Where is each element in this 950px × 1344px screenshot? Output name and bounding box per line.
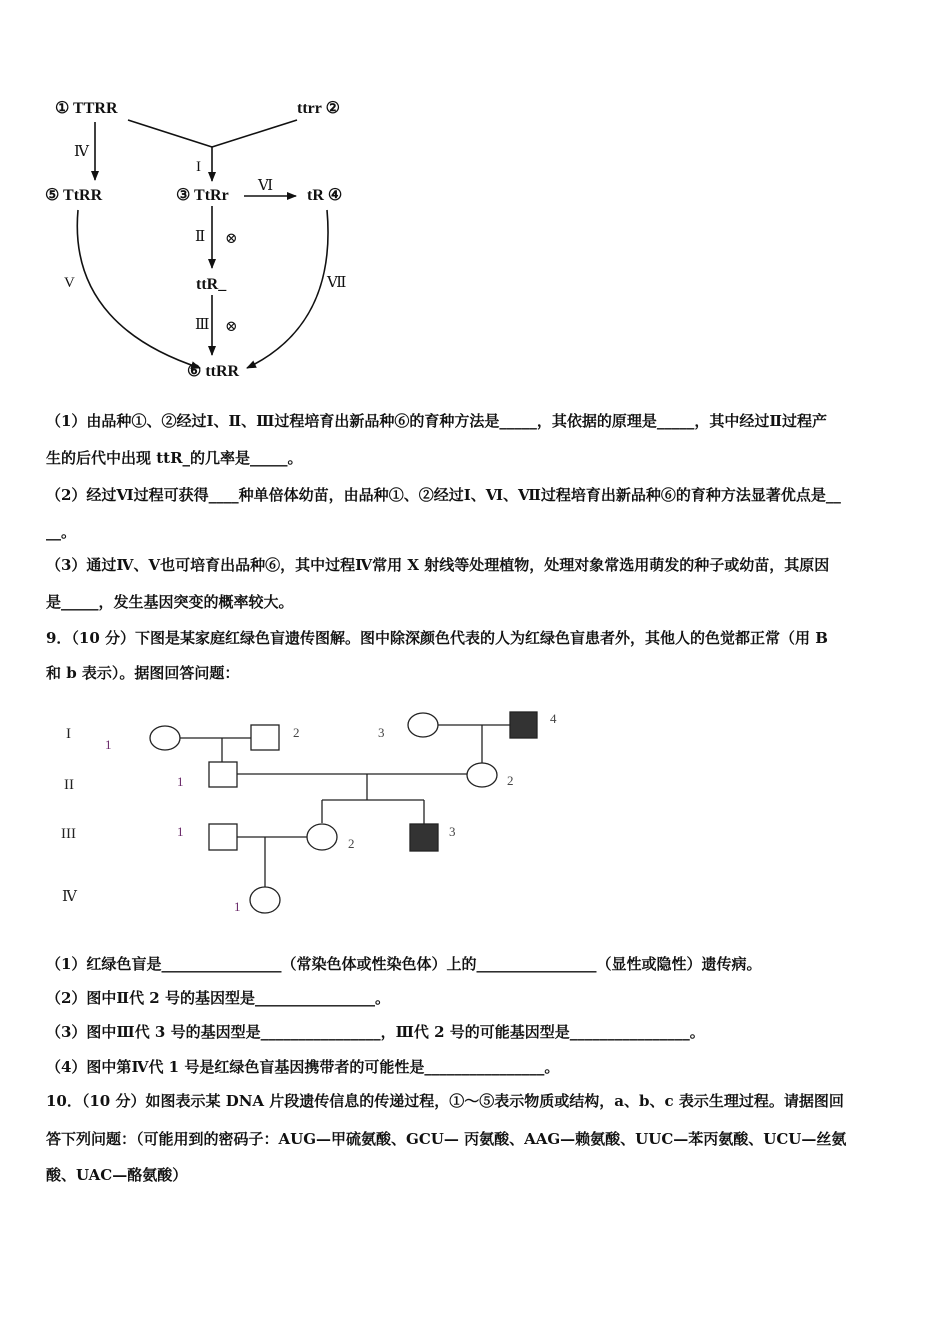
i3-number: 3 — [378, 725, 385, 740]
q8-part1-line1: （1）由品种①、②经过Ⅰ、Ⅱ、Ⅲ过程培育出新品种⑥的育种方法是_____，其依据的原理是_____，其中经过Ⅱ过程产 — [46, 412, 828, 430]
process-vii-label: Ⅶ — [327, 275, 347, 291]
node-4-tr: tR ④ — [307, 187, 343, 204]
line-1-to-cross — [128, 120, 212, 147]
q8-part3-line2: 是_____，发生基因突变的概率较大。 — [46, 593, 294, 611]
process-i-label: I — [196, 159, 201, 175]
q10-stem-line3: 酸、UAC—酪氨酸） — [46, 1166, 188, 1184]
q9-part1: （1）红绿色盲是________________（常染色体或性染色体）上的________________（显性或隐性）遗传病。 — [46, 955, 762, 973]
q9-stem-line1: 9．（10 分）下图是某家庭红绿色盲遗传图解。图中除深颜色代表的人为红绿色盲患者外，其他人的色觉都正常（用 B — [46, 629, 828, 647]
process-v-label: V — [64, 275, 75, 291]
pedigree-ii1-male — [209, 762, 237, 787]
generation-ii-label: II — [64, 777, 74, 793]
arrow-vii — [247, 210, 328, 368]
iii3-number: 3 — [449, 824, 456, 839]
q8-part1-line2: 生的后代中出现 ttR_的几率是_____。 — [46, 449, 303, 467]
q9-part4: （4）图中第Ⅳ代 1 号是红绿色盲基因携带者的可能性是________________。 — [46, 1058, 560, 1076]
pedigree-i4-male-affected — [510, 712, 537, 738]
selfing-icon: ⊗ — [225, 231, 238, 247]
node-3-ttrr: ③ TtRr — [176, 187, 229, 204]
iii1-number: 1 — [177, 824, 184, 839]
selfing-icon: ⊗ — [225, 319, 238, 335]
pedigree-i2-male — [251, 725, 279, 750]
q10-stem-line2: 答下列问题：（可能用到的密码子：AUG—甲硫氨酸、GCU— 丙氨酸、AAG—赖氨酸、UUC—苯丙氨酸、UCU—丝氨 — [46, 1130, 847, 1148]
line-2-to-cross — [212, 120, 297, 147]
q8-part2-line2: __。 — [46, 523, 77, 541]
node-ttr: ttR_ — [196, 276, 227, 293]
node-5-ttrr: ⑤ TtRR — [45, 187, 103, 204]
q9-part3: （3）图中Ⅲ代 3 号的基因型是________________，Ⅲ代 2 号的可能基因型是________________。 — [46, 1023, 705, 1041]
process-ii-label: Ⅱ — [195, 229, 206, 245]
q9-stem-line2: 和 b 表示）。据图回答问题： — [46, 664, 240, 682]
pedigree-ii2-female — [467, 763, 497, 787]
pedigree-iii2-female — [307, 824, 337, 850]
node-2-ttrr: ttrr ② — [297, 100, 340, 117]
i2-number: 2 — [293, 725, 300, 740]
pedigree-iii3-male-affected — [410, 824, 438, 851]
node-6-ttrr: ⑥ ttRR — [187, 363, 240, 380]
generation-iv-label: Ⅳ — [62, 889, 77, 905]
iv1-number: 1 — [234, 899, 241, 914]
process-vi-label: Ⅵ — [258, 178, 274, 194]
pedigree-chart — [0, 690, 600, 930]
ii2-number: 2 — [507, 773, 514, 788]
iii2-number: 2 — [348, 836, 355, 851]
process-iii-label: Ⅲ — [195, 317, 210, 333]
i1-number: 1 — [105, 737, 112, 752]
pedigree-iv1-female — [250, 887, 280, 913]
q9-part2: （2）图中Ⅱ代 2 号的基因型是________________。 — [46, 989, 390, 1007]
pedigree-i3-female — [408, 713, 438, 737]
node-1-ttrr: ① TTRR — [55, 100, 118, 117]
arrow-v — [77, 210, 200, 368]
q10-stem-line1: 10．（10 分）如图表示某 DNA 片段遗传信息的传递过程，①～⑤表示物质或结构，a、b、c 表示生理过程。请据图回 — [46, 1092, 844, 1110]
ii1-number: 1 — [177, 774, 184, 789]
process-iv-label: Ⅳ — [74, 144, 89, 160]
breeding-diagram — [0, 0, 420, 400]
pedigree-iii1-male — [209, 824, 237, 850]
i4-number: 4 — [550, 711, 557, 726]
generation-i-label: I — [66, 726, 71, 742]
q8-part2-line1: （2）经过Ⅵ过程可获得____种单倍体幼苗，由品种①、②经过Ⅰ、Ⅵ、Ⅶ过程培育出新品种⑥的育种方法显著优点是__ — [46, 486, 841, 504]
q8-part3-line1: （3）通过Ⅳ、Ⅴ也可培育出品种⑥，其中过程Ⅳ常用 X 射线等处理植物，处理对象常选用萌发的种子或幼苗，其原因 — [46, 556, 830, 574]
pedigree-i1-female — [150, 726, 180, 750]
generation-iii-label: III — [61, 826, 76, 842]
